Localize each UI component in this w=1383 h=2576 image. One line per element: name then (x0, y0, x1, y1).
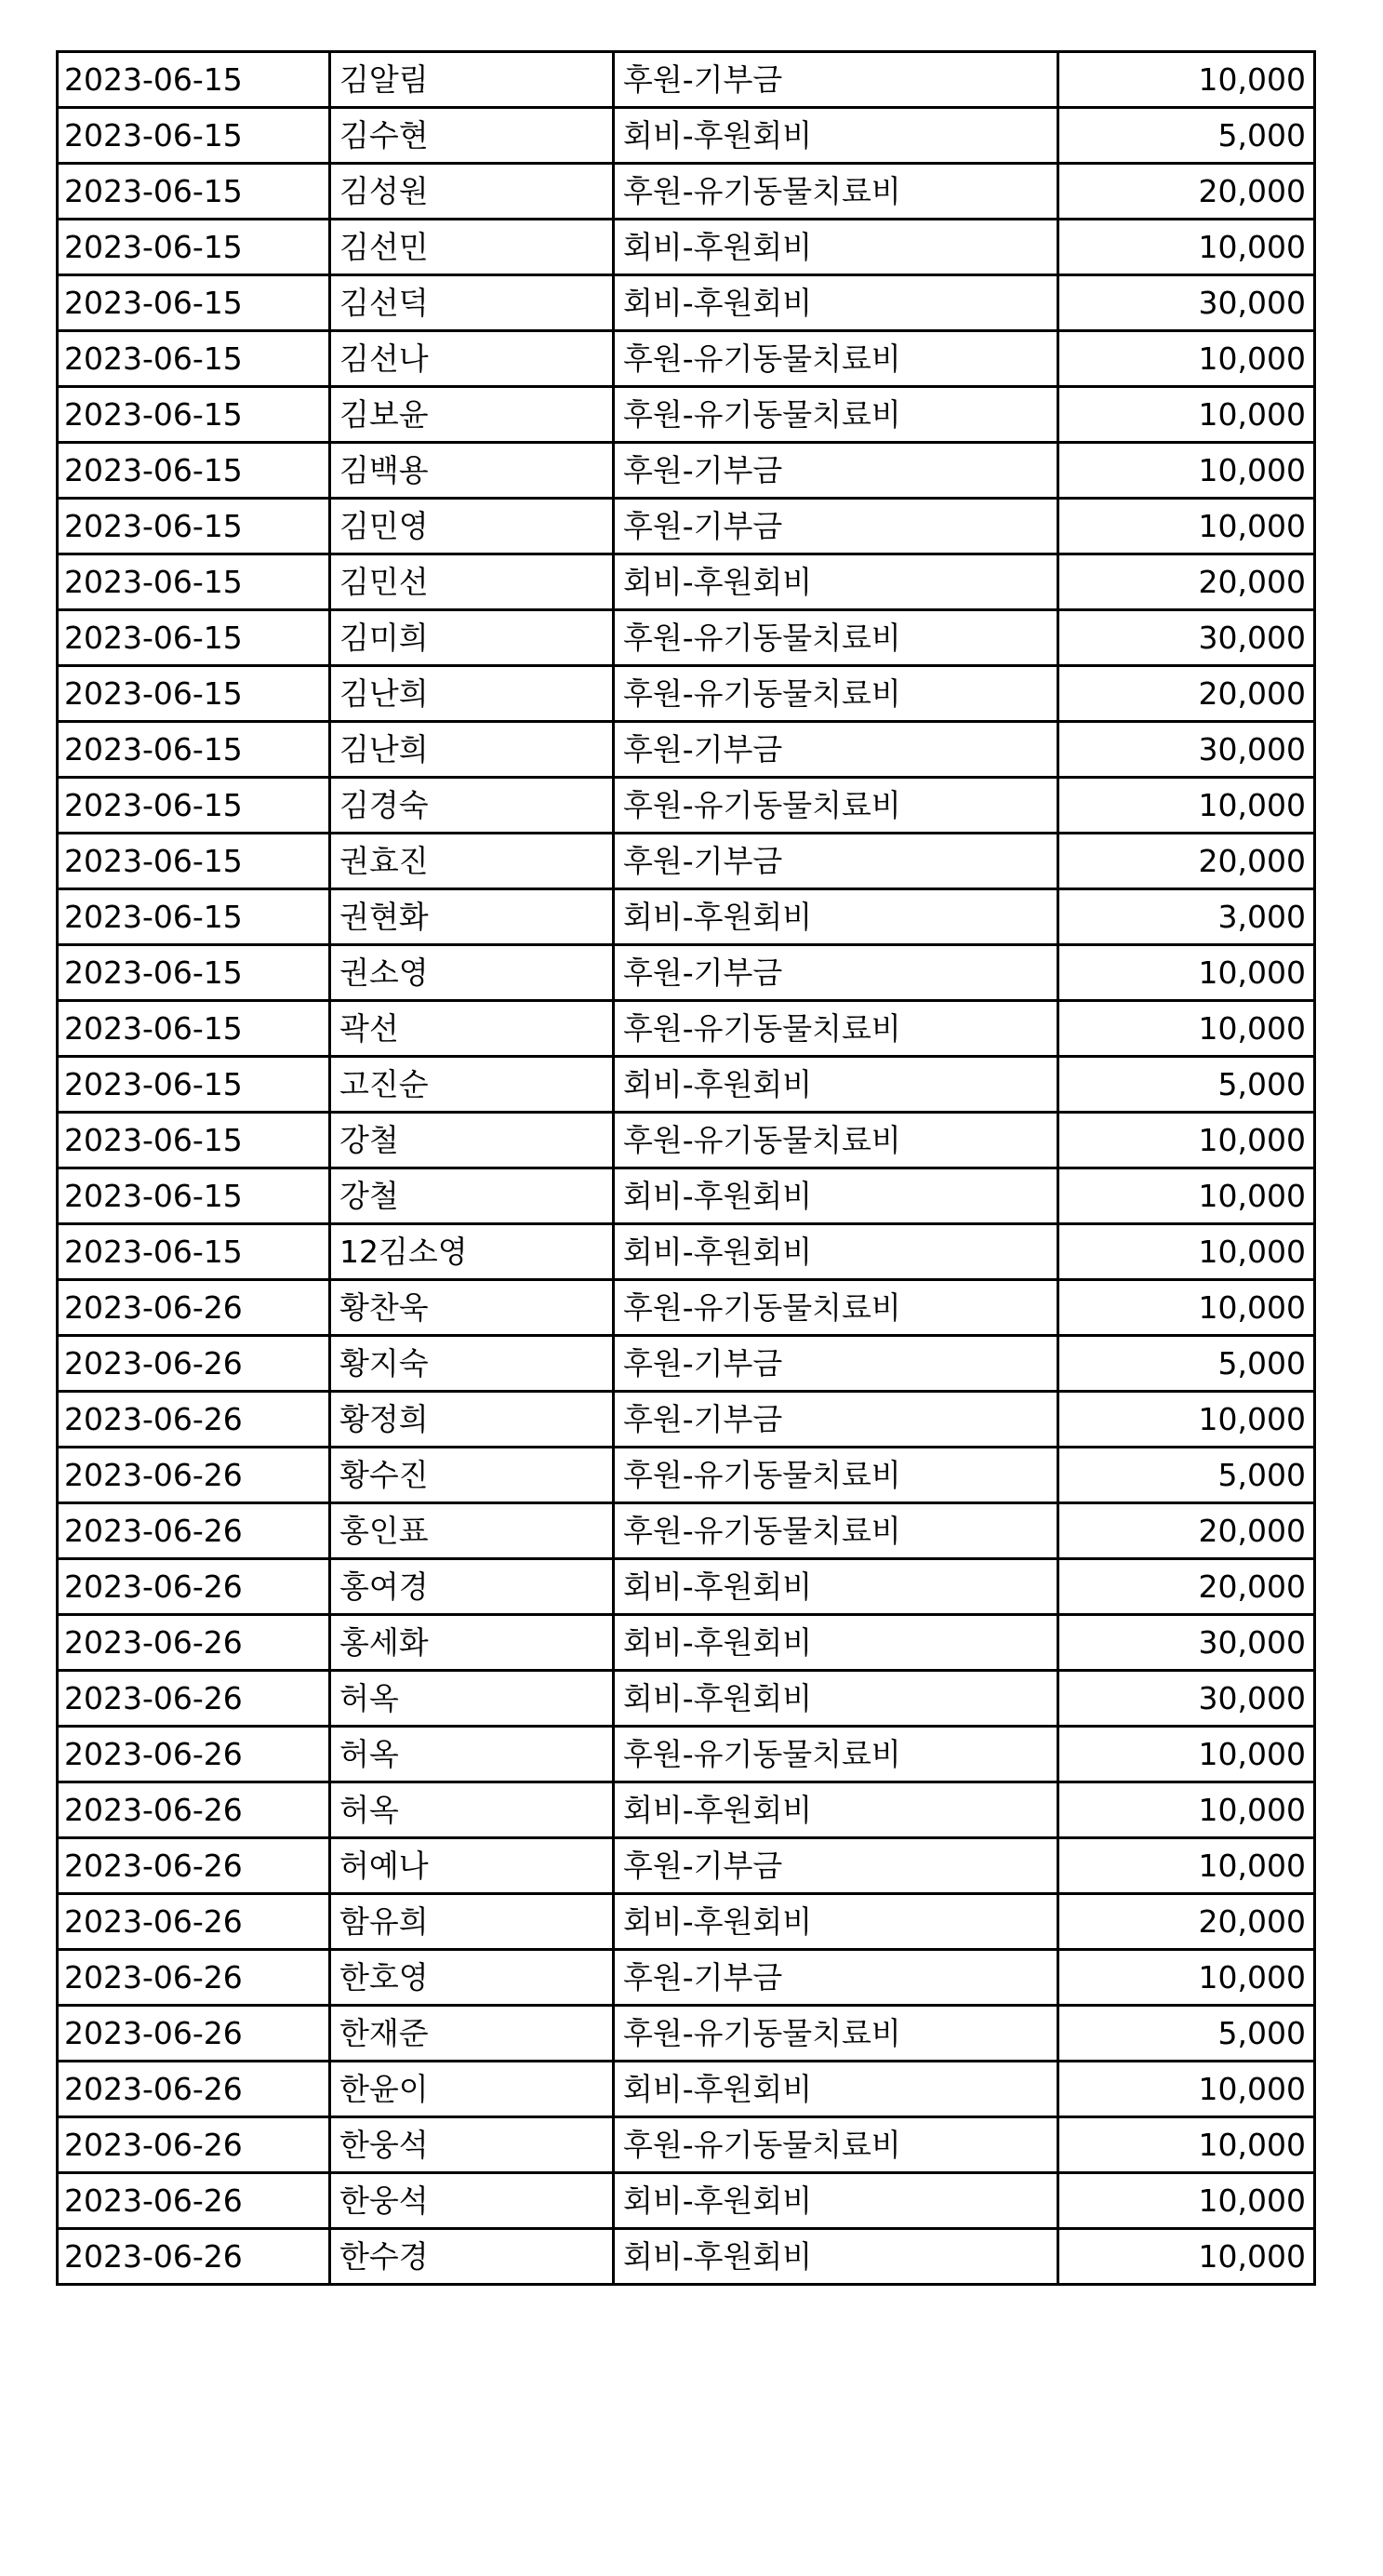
date-cell: 2023-06-15 (58, 722, 330, 778)
date-cell: 2023-06-26 (58, 1950, 330, 2006)
category-cell: 후원-기부금 (614, 499, 1058, 554)
donor-name-cell: 고진순 (330, 1057, 614, 1113)
table-row (58, 1671, 1315, 1727)
table-row (58, 889, 1315, 945)
category-cell: 회비-후원회비 (614, 2229, 1058, 2285)
donor-name-cell: 김난희 (330, 666, 614, 722)
category-cell: 후원-유기동물치료비 (614, 2117, 1058, 2173)
amount-cell: 5,000 (1058, 1336, 1315, 1392)
category-cell: 회비-후원회비 (614, 1057, 1058, 1113)
ledger-body (58, 52, 1315, 2285)
table-row (58, 387, 1315, 443)
category-cell: 후원-유기동물치료비 (614, 610, 1058, 666)
table-row (58, 1224, 1315, 1280)
table-row (58, 2006, 1315, 2062)
date-cell: 2023-06-15 (58, 1224, 330, 1280)
donor-name-cell: 한재준 (330, 2006, 614, 2062)
amount-cell: 10,000 (1058, 331, 1315, 387)
amount-cell: 10,000 (1058, 1168, 1315, 1224)
table-row (58, 834, 1315, 889)
donor-name-cell: 김성원 (330, 164, 614, 220)
date-cell: 2023-06-15 (58, 331, 330, 387)
date-cell: 2023-06-15 (58, 220, 330, 275)
date-cell: 2023-06-15 (58, 778, 330, 834)
date-cell: 2023-06-15 (58, 1168, 330, 1224)
category-cell: 후원-유기동물치료비 (614, 1503, 1058, 1559)
donor-name-cell: 허옥 (330, 1671, 614, 1727)
date-cell: 2023-06-15 (58, 108, 330, 164)
donor-name-cell: 허예나 (330, 1838, 614, 1894)
amount-cell: 10,000 (1058, 1113, 1315, 1168)
donor-name-cell: 한웅석 (330, 2117, 614, 2173)
table-row (58, 1336, 1315, 1392)
amount-cell: 10,000 (1058, 220, 1315, 275)
table-row (58, 1950, 1315, 2006)
amount-cell: 20,000 (1058, 1503, 1315, 1559)
table-row (58, 1727, 1315, 1782)
donor-name-cell: 김알림 (330, 52, 614, 108)
amount-cell: 5,000 (1058, 1448, 1315, 1503)
table-row (58, 1782, 1315, 1838)
donor-name-cell: 김미희 (330, 610, 614, 666)
donor-name-cell: 황수진 (330, 1448, 614, 1503)
table-row (58, 1503, 1315, 1559)
donor-name-cell: 황지숙 (330, 1336, 614, 1392)
table-row (58, 2173, 1315, 2229)
date-cell: 2023-06-15 (58, 889, 330, 945)
date-cell: 2023-06-26 (58, 1782, 330, 1838)
category-cell: 회비-후원회비 (614, 275, 1058, 331)
donor-name-cell: 김선나 (330, 331, 614, 387)
date-cell: 2023-06-26 (58, 1615, 330, 1671)
amount-cell: 20,000 (1058, 834, 1315, 889)
date-cell: 2023-06-15 (58, 945, 330, 1001)
amount-cell: 30,000 (1058, 1615, 1315, 1671)
donor-name-cell: 허옥 (330, 1782, 614, 1838)
amount-cell: 20,000 (1058, 554, 1315, 610)
date-cell: 2023-06-15 (58, 1057, 330, 1113)
donor-name-cell: 12김소영 (330, 1224, 614, 1280)
date-cell: 2023-06-26 (58, 1280, 330, 1336)
category-cell: 후원-유기동물치료비 (614, 387, 1058, 443)
amount-cell: 30,000 (1058, 275, 1315, 331)
date-cell: 2023-06-15 (58, 164, 330, 220)
table-row (58, 220, 1315, 275)
category-cell: 회비-후원회비 (614, 1671, 1058, 1727)
amount-cell: 10,000 (1058, 1224, 1315, 1280)
table-row (58, 1559, 1315, 1615)
amount-cell: 30,000 (1058, 722, 1315, 778)
amount-cell: 5,000 (1058, 1057, 1315, 1113)
category-cell: 후원-기부금 (614, 52, 1058, 108)
donor-name-cell: 김난희 (330, 722, 614, 778)
table-row (58, 275, 1315, 331)
donor-name-cell: 김수현 (330, 108, 614, 164)
table-row (58, 945, 1315, 1001)
category-cell: 후원-기부금 (614, 722, 1058, 778)
category-cell: 후원-기부금 (614, 1336, 1058, 1392)
amount-cell: 10,000 (1058, 1838, 1315, 1894)
date-cell: 2023-06-26 (58, 2229, 330, 2285)
category-cell: 후원-유기동물치료비 (614, 1001, 1058, 1057)
date-cell: 2023-06-15 (58, 499, 330, 554)
table-row (58, 1448, 1315, 1503)
date-cell: 2023-06-15 (58, 666, 330, 722)
amount-cell: 30,000 (1058, 610, 1315, 666)
donor-name-cell: 김선덕 (330, 275, 614, 331)
amount-cell: 5,000 (1058, 108, 1315, 164)
date-cell: 2023-06-15 (58, 387, 330, 443)
table-row (58, 1280, 1315, 1336)
category-cell: 회비-후원회비 (614, 2173, 1058, 2229)
category-cell: 후원-기부금 (614, 1392, 1058, 1448)
donor-name-cell: 김민영 (330, 499, 614, 554)
amount-cell: 10,000 (1058, 1782, 1315, 1838)
table-row (58, 1392, 1315, 1448)
date-cell: 2023-06-26 (58, 1448, 330, 1503)
table-row (58, 1113, 1315, 1168)
date-cell: 2023-06-26 (58, 1503, 330, 1559)
donor-name-cell: 황찬욱 (330, 1280, 614, 1336)
table-row (58, 108, 1315, 164)
table-row (58, 331, 1315, 387)
amount-cell: 10,000 (1058, 2117, 1315, 2173)
donor-name-cell: 강철 (330, 1168, 614, 1224)
category-cell: 회비-후원회비 (614, 1615, 1058, 1671)
amount-cell: 10,000 (1058, 52, 1315, 108)
table-row (58, 2062, 1315, 2117)
category-cell: 후원-유기동물치료비 (614, 164, 1058, 220)
date-cell: 2023-06-26 (58, 1838, 330, 1894)
category-cell: 회비-후원회비 (614, 1782, 1058, 1838)
table-row (58, 722, 1315, 778)
donor-name-cell: 강철 (330, 1113, 614, 1168)
category-cell: 후원-유기동물치료비 (614, 1448, 1058, 1503)
category-cell: 후원-기부금 (614, 834, 1058, 889)
table-row (58, 2229, 1315, 2285)
table-row (58, 2117, 1315, 2173)
category-cell: 후원-유기동물치료비 (614, 1113, 1058, 1168)
table-row (58, 1057, 1315, 1113)
amount-cell: 10,000 (1058, 387, 1315, 443)
category-cell: 회비-후원회비 (614, 554, 1058, 610)
table-row (58, 554, 1315, 610)
category-cell: 회비-후원회비 (614, 889, 1058, 945)
donation-ledger-table (56, 50, 1316, 2286)
date-cell: 2023-06-15 (58, 834, 330, 889)
donor-name-cell: 권소영 (330, 945, 614, 1001)
donor-name-cell: 한수경 (330, 2229, 614, 2285)
date-cell: 2023-06-26 (58, 1392, 330, 1448)
donor-name-cell: 한윤이 (330, 2062, 614, 2117)
donor-name-cell: 허옥 (330, 1727, 614, 1782)
donor-name-cell: 곽선 (330, 1001, 614, 1057)
table-row (58, 778, 1315, 834)
date-cell: 2023-06-26 (58, 1894, 330, 1950)
amount-cell: 10,000 (1058, 1392, 1315, 1448)
category-cell: 후원-유기동물치료비 (614, 2006, 1058, 2062)
donor-name-cell: 김선민 (330, 220, 614, 275)
category-cell: 후원-유기동물치료비 (614, 778, 1058, 834)
amount-cell: 20,000 (1058, 164, 1315, 220)
amount-cell: 10,000 (1058, 1950, 1315, 2006)
amount-cell: 10,000 (1058, 443, 1315, 499)
date-cell: 2023-06-15 (58, 610, 330, 666)
date-cell: 2023-06-26 (58, 1559, 330, 1615)
donor-name-cell: 권효진 (330, 834, 614, 889)
category-cell: 회비-후원회비 (614, 108, 1058, 164)
amount-cell: 10,000 (1058, 2173, 1315, 2229)
amount-cell: 10,000 (1058, 1727, 1315, 1782)
amount-cell: 10,000 (1058, 945, 1315, 1001)
table-row (58, 1168, 1315, 1224)
donor-name-cell: 김보윤 (330, 387, 614, 443)
date-cell: 2023-06-15 (58, 1113, 330, 1168)
amount-cell: 10,000 (1058, 2229, 1315, 2285)
category-cell: 회비-후원회비 (614, 220, 1058, 275)
date-cell: 2023-06-26 (58, 2062, 330, 2117)
table-row (58, 499, 1315, 554)
donor-name-cell: 권현화 (330, 889, 614, 945)
category-cell: 후원-유기동물치료비 (614, 1280, 1058, 1336)
donor-name-cell: 홍세화 (330, 1615, 614, 1671)
amount-cell: 3,000 (1058, 889, 1315, 945)
category-cell: 후원-기부금 (614, 1950, 1058, 2006)
table-row (58, 610, 1315, 666)
category-cell: 후원-유기동물치료비 (614, 1727, 1058, 1782)
donor-name-cell: 한호영 (330, 1950, 614, 2006)
category-cell: 후원-기부금 (614, 1838, 1058, 1894)
donor-name-cell: 홍여경 (330, 1559, 614, 1615)
category-cell: 후원-기부금 (614, 945, 1058, 1001)
amount-cell: 5,000 (1058, 2006, 1315, 2062)
amount-cell: 20,000 (1058, 1559, 1315, 1615)
donor-name-cell: 함유희 (330, 1894, 614, 1950)
date-cell: 2023-06-26 (58, 1336, 330, 1392)
donor-name-cell: 김백용 (330, 443, 614, 499)
category-cell: 회비-후원회비 (614, 1168, 1058, 1224)
amount-cell: 10,000 (1058, 1001, 1315, 1057)
date-cell: 2023-06-26 (58, 2117, 330, 2173)
amount-cell: 10,000 (1058, 778, 1315, 834)
table-row (58, 1894, 1315, 1950)
donor-name-cell: 황정희 (330, 1392, 614, 1448)
donor-name-cell: 한웅석 (330, 2173, 614, 2229)
category-cell: 회비-후원회비 (614, 1224, 1058, 1280)
date-cell: 2023-06-26 (58, 2006, 330, 2062)
table-row (58, 1615, 1315, 1671)
date-cell: 2023-06-15 (58, 443, 330, 499)
donor-name-cell: 김민선 (330, 554, 614, 610)
date-cell: 2023-06-15 (58, 554, 330, 610)
table-row (58, 1001, 1315, 1057)
category-cell: 회비-후원회비 (614, 1559, 1058, 1615)
date-cell: 2023-06-26 (58, 2173, 330, 2229)
amount-cell: 20,000 (1058, 666, 1315, 722)
table-row (58, 666, 1315, 722)
date-cell: 2023-06-15 (58, 1001, 330, 1057)
category-cell: 회비-후원회비 (614, 1894, 1058, 1950)
table-row (58, 1838, 1315, 1894)
table-row (58, 443, 1315, 499)
table-row (58, 164, 1315, 220)
date-cell: 2023-06-26 (58, 1727, 330, 1782)
date-cell: 2023-06-15 (58, 275, 330, 331)
amount-cell: 10,000 (1058, 2062, 1315, 2117)
date-cell: 2023-06-26 (58, 1671, 330, 1727)
category-cell: 후원-유기동물치료비 (614, 666, 1058, 722)
amount-cell: 10,000 (1058, 1280, 1315, 1336)
table-row (58, 52, 1315, 108)
category-cell: 후원-기부금 (614, 443, 1058, 499)
amount-cell: 20,000 (1058, 1894, 1315, 1950)
amount-cell: 10,000 (1058, 499, 1315, 554)
category-cell: 후원-유기동물치료비 (614, 331, 1058, 387)
category-cell: 회비-후원회비 (614, 2062, 1058, 2117)
donor-name-cell: 김경숙 (330, 778, 614, 834)
amount-cell: 30,000 (1058, 1671, 1315, 1727)
donor-name-cell: 홍인표 (330, 1503, 614, 1559)
date-cell: 2023-06-15 (58, 52, 330, 108)
